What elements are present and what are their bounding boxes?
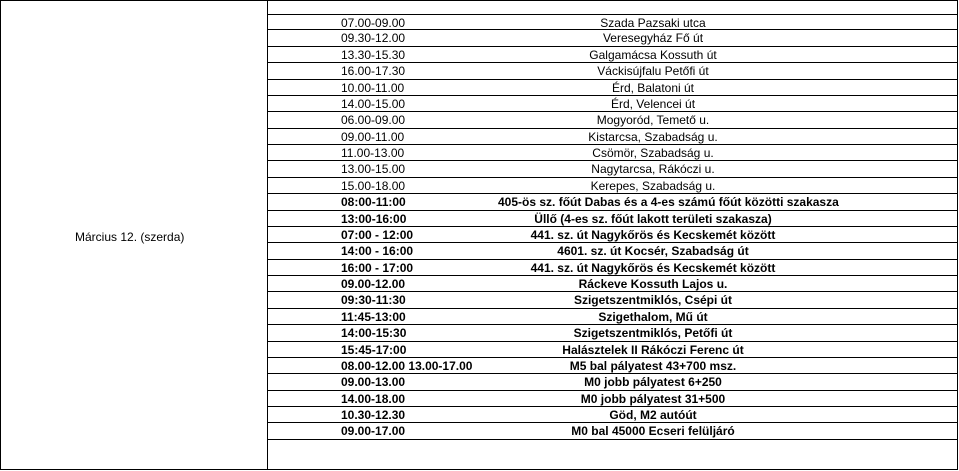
time-cell: 06.00-09.00 [341, 113, 406, 128]
time-cell: 08.00-12.00 13.00-17.00 [341, 358, 473, 373]
location-cell: Üllő (4-es sz. főút lakott területi szakasza) [534, 211, 772, 226]
time-cell: 16.00-17.30 [341, 64, 406, 79]
time-cell: 11:45-13:00 [341, 309, 406, 324]
time-cell: 14.00-18.00 [341, 391, 406, 406]
time-cell: 09.00-11.00 [341, 129, 405, 144]
time-cell: 09.30-12.00 [341, 31, 406, 46]
time-cell: 08:00-11:00 [341, 195, 406, 210]
location-cell: Szigetszentmiklós, Petőfi út [573, 326, 733, 341]
location-cell: Göd, M2 autóút [609, 408, 697, 422]
time-cell: 07:00 - 12:00 [341, 227, 414, 242]
location-cell: Váckisújfalu Petőfi út [597, 64, 709, 79]
table-row [268, 211, 957, 227]
location-cell: Halásztelek II Rákóczi Ferenc út [562, 342, 744, 357]
location-cell: Galgamácsa Kossuth út [589, 47, 717, 62]
table-row [268, 178, 957, 194]
time-cell: 14:00-15:30 [341, 326, 407, 341]
location-cell: M0 jobb pályatest 31+500 [580, 391, 726, 406]
location-cell: Nagytarcsa, Rákóczi u. [591, 162, 715, 177]
table-row [268, 358, 957, 374]
location-cell: 4601. sz. út Kocsér, Szabadság út [557, 244, 749, 259]
table-row [268, 260, 957, 276]
time-cell: 11.00-13.00 [341, 146, 405, 160]
location-cell: Kistarcsa, Szabadság u. [588, 129, 718, 144]
table-row [268, 96, 957, 112]
location-cell: Veresegyház Fő út [602, 31, 704, 46]
date-label: Március 12. (szerda) [75, 230, 185, 244]
table-row [268, 47, 957, 63]
table-row [268, 194, 957, 210]
table-row [268, 80, 957, 96]
table-row [268, 342, 957, 358]
location-cell: Szada Pazsaki utca [600, 16, 706, 30]
location-cell: Ráckeve Kossuth Lajos u. [578, 277, 728, 291]
table-row [268, 309, 957, 325]
time-cell: 09.00-13.00 [341, 375, 406, 390]
table-row [268, 276, 957, 292]
table-row [268, 145, 957, 161]
time-cell: 14:00 - 16:00 [341, 244, 414, 259]
time-cell: 13:00-16:00 [341, 211, 407, 226]
table-row [268, 325, 957, 341]
time-cell: 10.00-11.00 [341, 80, 405, 95]
time-cell: 13.00-15.00 [341, 162, 406, 177]
time-cell: 09.00-17.00 [341, 424, 406, 439]
time-cell: 14.00-15.00 [341, 96, 406, 111]
table-row [268, 243, 957, 259]
location-cell: Csömör, Szabadság u. [592, 146, 714, 160]
location-cell: Érd, Velencei út [610, 96, 696, 111]
date-cell [1, 1, 268, 469]
location-cell: 441. sz. út Nagykőrös és Kecskemét között [530, 260, 776, 275]
time-cell: 13.30-15.30 [341, 47, 406, 62]
location-cell: M0 jobb pályatest 6+250 [584, 375, 722, 390]
time-cell: 07.00-09.00 [341, 16, 406, 30]
location-cell: Szigethalom, Mű út [598, 309, 708, 324]
time-cell: 16:00 - 17:00 [341, 260, 414, 275]
table-row [268, 374, 957, 390]
table-row [268, 112, 957, 128]
time-cell: 09:30-11:30 [341, 293, 406, 308]
location-cell: Kerepes, Szabadság u. [590, 178, 716, 193]
location-cell: Érd, Balatoni út [611, 80, 695, 95]
location-cell: M0 bal 45000 Ecseri felüljáró [571, 424, 735, 439]
schedule-rows [268, 14, 957, 440]
table-row [268, 63, 957, 79]
table-row [268, 292, 957, 308]
location-cell: Mogyoród, Temető u. [596, 113, 710, 128]
time-cell: 15.00-18.00 [341, 178, 406, 193]
table-row [268, 407, 957, 423]
location-cell: M5 bal pályatest 43+700 msz. [569, 358, 737, 373]
time-cell: 09.00-12.00 [341, 277, 406, 291]
table-row [268, 14, 957, 30]
time-cell: 10.30-12.30 [341, 408, 406, 422]
location-cell: Szigetszentmiklós, Csépi út [573, 293, 733, 308]
table-row [268, 391, 957, 407]
time-cell: 15:45-17:00 [341, 342, 407, 357]
table-row [268, 423, 957, 439]
table-row [268, 129, 957, 145]
table-row [268, 161, 957, 177]
table-row [268, 227, 957, 243]
table-row [268, 30, 957, 46]
location-cell: 405-ös sz. főút Dabas és a 4-es számú főút közötti szakasza [498, 195, 839, 210]
location-cell: 441. sz. út Nagykőrös és Kecskemét között [530, 227, 776, 242]
